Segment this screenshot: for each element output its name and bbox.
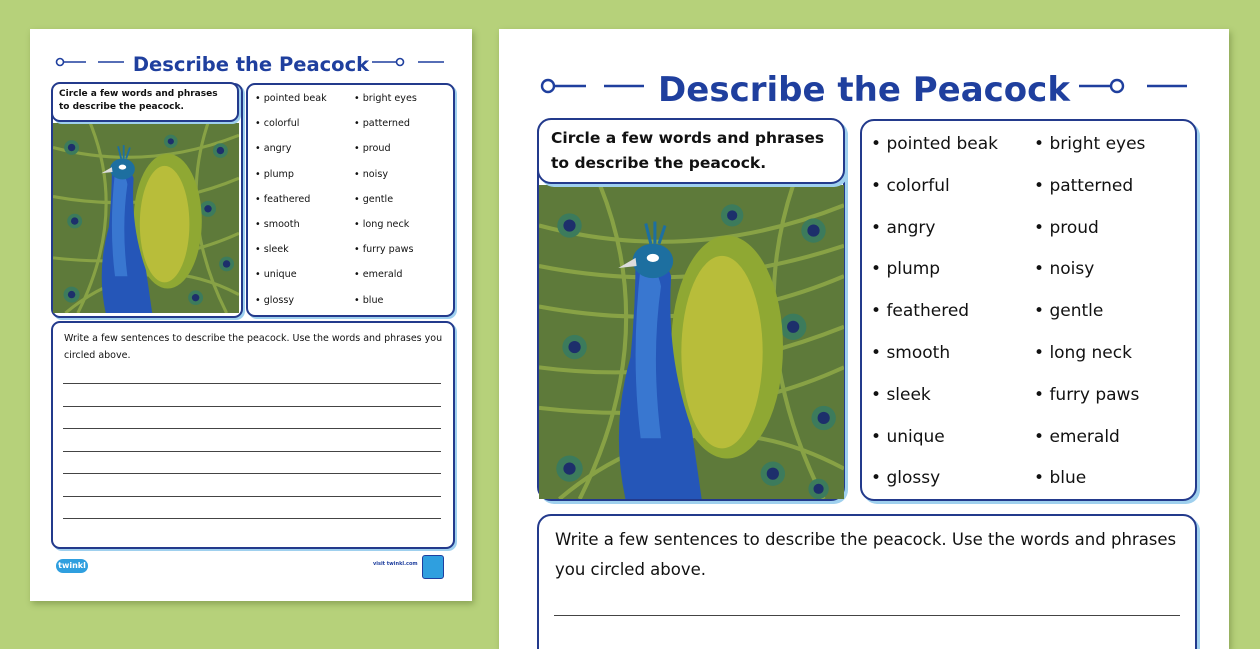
word-option[interactable]: • gentle [1034,301,1103,321]
word-option[interactable]: • unique [871,427,945,447]
word-option[interactable]: • noisy [354,169,388,181]
writing-line [63,451,441,452]
word-option[interactable]: • long neck [354,219,409,231]
peacock-photo [539,185,844,499]
word-option[interactable]: • angry [871,218,935,238]
writing-line [554,615,1180,616]
word-option[interactable]: • feathered [255,194,310,206]
writing-line [63,406,441,407]
word-option[interactable]: • furry paws [354,244,413,256]
word-option[interactable]: • colorful [255,118,299,130]
word-option[interactable]: • sleek [871,385,931,405]
page-title: Describe the Peacock [132,53,370,76]
writing-line [63,518,441,519]
word-option[interactable]: • pointed beak [255,93,327,105]
word-option[interactable]: • glossy [255,295,294,307]
word-option[interactable]: • glossy [871,468,940,488]
word-option[interactable]: • smooth [871,343,950,363]
worksheet-preview-small [30,29,472,601]
word-option[interactable]: • pointed beak [871,134,998,154]
word-option[interactable]: • plump [255,169,294,181]
instruction-label: Circle a few words and phrases to describe the peacock. [537,118,845,184]
word-option[interactable]: • noisy [1034,259,1094,279]
word-option[interactable]: • bright eyes [1034,134,1145,154]
page-title: Describe the Peacock [658,70,1070,110]
peacock-photo [53,123,239,313]
footer-badge-icon [422,555,444,579]
word-option[interactable]: • feathered [871,301,969,321]
word-option[interactable]: • smooth [255,219,300,231]
word-option[interactable]: • proud [1034,218,1099,238]
word-option[interactable]: • angry [255,143,291,155]
word-option[interactable]: • gentle [354,194,393,206]
word-option[interactable]: • long neck [1034,343,1132,363]
title-decoration-right [1077,75,1197,95]
writing-line [63,383,441,384]
word-option[interactable]: • proud [354,143,391,155]
worksheet-preview-large [499,29,1229,649]
word-option[interactable]: • furry paws [1034,385,1139,405]
writing-prompt: Write a few sentences to describe the peacock. Use the words and phrases you circled above. [555,530,1177,579]
writing-line [63,428,441,429]
writing-line [63,473,441,474]
word-option[interactable]: • emerald [354,269,402,281]
twinkl-logo: twinkl [56,559,88,573]
word-option[interactable]: • blue [354,295,383,307]
word-option[interactable]: • emerald [1034,427,1120,447]
word-option[interactable]: • patterned [1034,176,1133,196]
word-option[interactable]: • unique [255,269,297,281]
writing-line [63,496,441,497]
writing-prompt: Write a few sentences to describe the peacock. Use the words and phrases you circled above. [64,333,443,361]
footer-url: visit twinkl.com [373,561,418,567]
word-option[interactable]: • patterned [354,118,410,130]
title-decoration-right [370,55,450,69]
word-option[interactable]: • bright eyes [354,93,417,105]
word-option[interactable]: • sleek [255,244,289,256]
word-option[interactable]: • plump [871,259,940,279]
word-option[interactable]: • blue [1034,468,1086,488]
instruction-label: Circle a few words and phrases to describe the peacock. [51,82,239,122]
word-option[interactable]: • colorful [871,176,950,196]
